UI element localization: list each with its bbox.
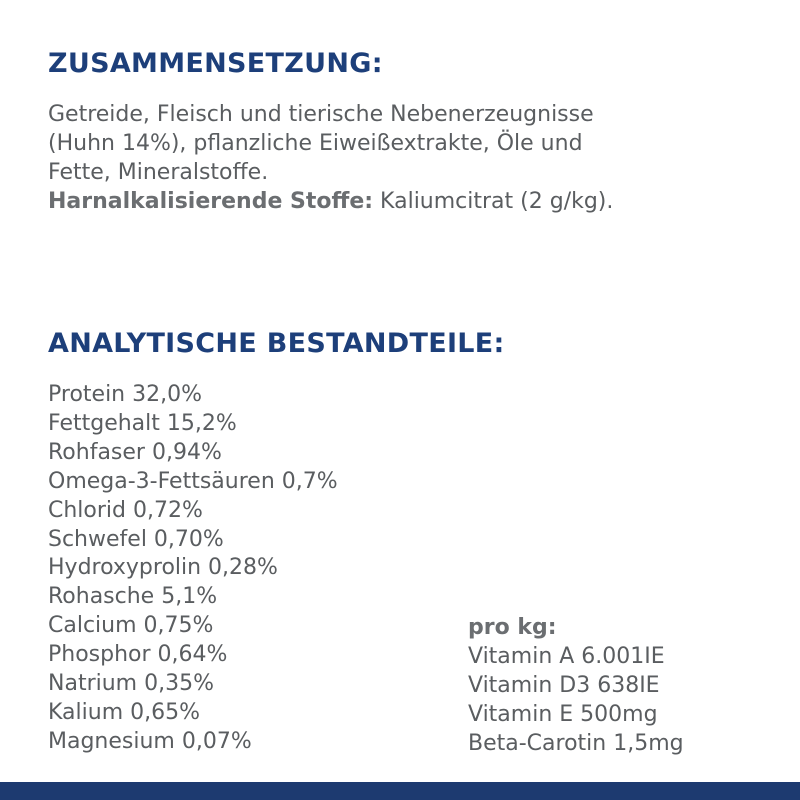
analytics-heading: ANALYTISCHE BESTANDTEILE: [48,328,505,359]
vitamin-item: Beta-Carotin 1,5mg [468,730,684,756]
vitamin-item: Vitamin D3 638IE [468,672,660,698]
bottom-brand-bar [0,782,800,800]
analytics-item: Schwefel 0,70% [48,526,224,552]
analytics-item: Phosphor 0,64% [48,642,228,668]
analytics-item: Fettgehalt 15,2% [48,410,237,436]
analytics-item: Omega-3-Fettsäuren 0,7% [48,468,338,494]
additive-line [48,187,768,216]
vitamin-list [468,643,684,759]
analytics-item: Kalium 0,65% [48,699,201,725]
analytics-item: Magnesium 0,07% [48,728,252,754]
vitamin-item: Vitamin E 500mg [468,701,658,727]
vitamin-item: Vitamin A 6.001IE [468,643,665,669]
composition-text [48,100,768,216]
analytics-item: Chlorid 0,72% [48,497,203,523]
composition-line: (Huhn 14%), pflanzliche Eiweißextrakte, Öle und [48,131,583,156]
analytics-item: Protein 32,0% [48,382,202,407]
composition-line: Getreide, Fleisch und tierische Nebenerzeugnisse [48,102,594,127]
composition-line: Fette, Mineralstoffe. [48,160,269,185]
per-kg-title: pro kg: [468,615,557,640]
analytics-item: Rohfaser 0,94% [48,439,222,465]
additive-value: Kaliumcitrat (2 g/kg). [373,189,614,214]
analytics-item: Hydroxyprolin 0,28% [48,555,278,581]
analytics-item: Calcium 0,75% [48,613,214,639]
analytics-item: Rohasche 5,1% [48,584,218,610]
analytics-list [48,381,338,757]
additive-label: Harnalkalisierende Stoffe: [48,189,374,214]
composition-heading: ZUSAMMENSETZUNG: [48,48,383,79]
analytics-item: Natrium 0,35% [48,671,214,697]
per-kg-block [468,614,684,759]
